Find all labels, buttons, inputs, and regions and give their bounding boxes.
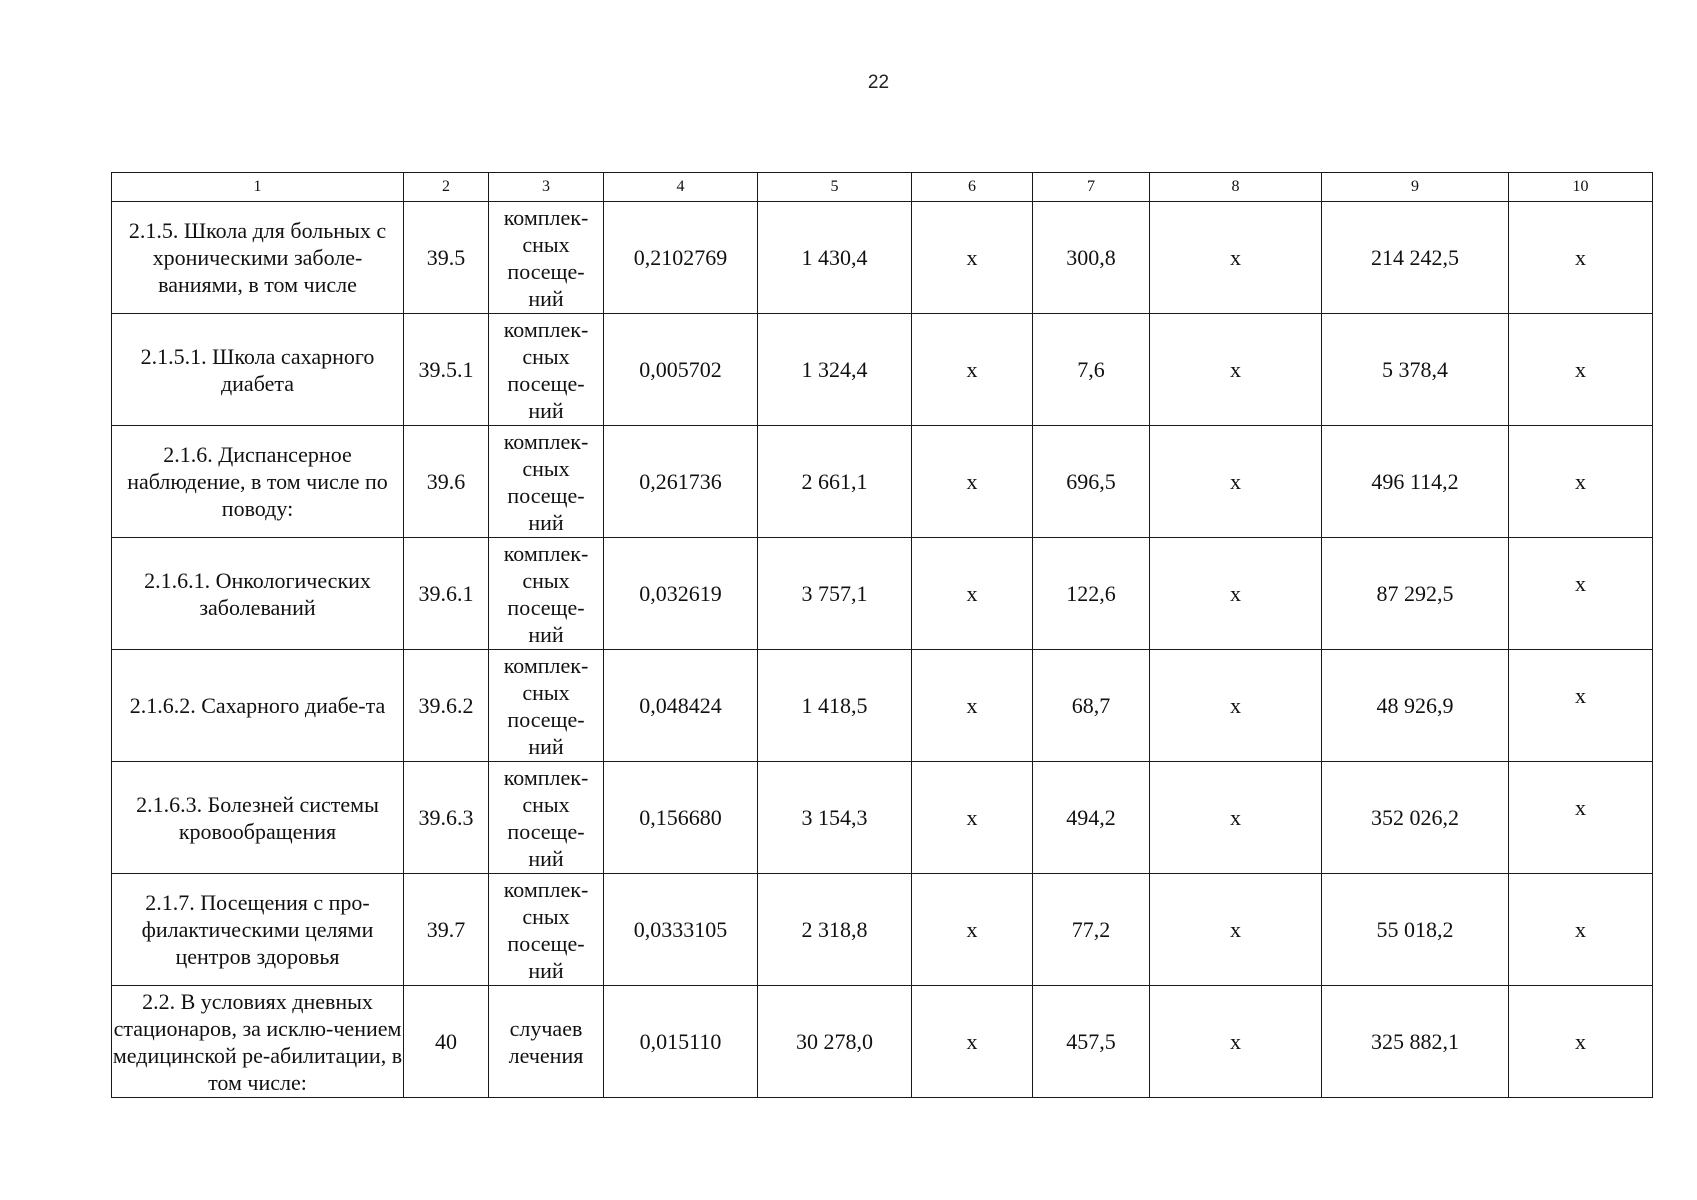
data-table bbox=[111, 172, 1653, 1098]
cell-col7: 457,5 bbox=[1033, 986, 1150, 1098]
cell-col5: 3 154,3 bbox=[758, 762, 912, 874]
table-row bbox=[112, 202, 1653, 314]
row-code: 39.5.1 bbox=[404, 314, 489, 426]
cell-col5: 30 278,0 bbox=[758, 986, 912, 1098]
cell-col10 bbox=[1509, 202, 1653, 314]
cell-col4: 0,032619 bbox=[604, 538, 758, 650]
header-cell: 6 bbox=[912, 173, 1033, 202]
row-name: 2.1.5. Школа для больных с хроническими заболе-ваниями, в том числе bbox=[112, 202, 404, 314]
row-name: 2.2. В условиях дневных стационаров, за исклю-чением медицинской ре-абилитации, в том числе: bbox=[112, 986, 404, 1098]
row-name: 2.1.5.1. Школа сахарного диабета bbox=[112, 314, 404, 426]
row-name: 2.1.6.3. Болезней системы кровообращения bbox=[112, 762, 404, 874]
cell-col10 bbox=[1509, 874, 1653, 986]
cell-col8: х bbox=[1150, 986, 1322, 1098]
cell-col4: 0,005702 bbox=[604, 314, 758, 426]
row-unit: комплек- сных посеще- ний bbox=[489, 650, 604, 762]
cell-col7: 494,2 bbox=[1033, 762, 1150, 874]
x-mark: х bbox=[1575, 795, 1586, 820]
cell-col10 bbox=[1509, 650, 1653, 762]
cell-col5: 1 324,4 bbox=[758, 314, 912, 426]
cell-col5: 2 318,8 bbox=[758, 874, 912, 986]
row-unit: комплек- сных посеще- ний bbox=[489, 762, 604, 874]
cell-col9: 496 114,2 bbox=[1322, 426, 1509, 538]
row-code: 39.7 bbox=[404, 874, 489, 986]
cell-col4: 0,2102769 bbox=[604, 202, 758, 314]
cell-col6: х bbox=[912, 986, 1033, 1098]
cell-col8: х bbox=[1150, 538, 1322, 650]
row-code: 40 bbox=[404, 986, 489, 1098]
row-code: 39.5 bbox=[404, 202, 489, 314]
cell-col10 bbox=[1509, 986, 1653, 1098]
row-unit: комплек- сных посеще- ний bbox=[489, 874, 604, 986]
cell-col8: х bbox=[1150, 426, 1322, 538]
row-code: 39.6.2 bbox=[404, 650, 489, 762]
row-unit: случаев лечения bbox=[489, 986, 604, 1098]
row-code: 39.6.3 bbox=[404, 762, 489, 874]
cell-col7: 696,5 bbox=[1033, 426, 1150, 538]
header-cell: 9 bbox=[1322, 173, 1509, 202]
cell-col4: 0,261736 bbox=[604, 426, 758, 538]
table-row bbox=[112, 762, 1653, 874]
table-row bbox=[112, 314, 1653, 426]
header-row bbox=[112, 173, 1653, 202]
row-unit: комплек- сных посеще- ний bbox=[489, 538, 604, 650]
cell-col6: х bbox=[912, 650, 1033, 762]
cell-col9: 5 378,4 bbox=[1322, 314, 1509, 426]
row-name: 2.1.6.2. Сахарного диабе-та bbox=[112, 650, 404, 762]
cell-col4: 0,156680 bbox=[604, 762, 758, 874]
x-mark: х bbox=[1575, 245, 1586, 270]
cell-col5: 3 757,1 bbox=[758, 538, 912, 650]
cell-col8: х bbox=[1150, 202, 1322, 314]
cell-col5: 1 430,4 bbox=[758, 202, 912, 314]
row-unit: комплек- сных посеще- ний bbox=[489, 426, 604, 538]
cell-col7: 77,2 bbox=[1033, 874, 1150, 986]
cell-col8: х bbox=[1150, 314, 1322, 426]
cell-col7: 300,8 bbox=[1033, 202, 1150, 314]
cell-col10 bbox=[1509, 538, 1653, 650]
cell-col7: 7,6 bbox=[1033, 314, 1150, 426]
cell-col10 bbox=[1509, 426, 1653, 538]
cell-col8: х bbox=[1150, 650, 1322, 762]
cell-col6: х bbox=[912, 762, 1033, 874]
header-cell: 3 bbox=[489, 173, 604, 202]
cell-col6: х bbox=[912, 538, 1033, 650]
cell-col9: 352 026,2 bbox=[1322, 762, 1509, 874]
table-row bbox=[112, 986, 1653, 1098]
row-code: 39.6 bbox=[404, 426, 489, 538]
header-cell: 5 bbox=[758, 173, 912, 202]
cell-col9: 214 242,5 bbox=[1322, 202, 1509, 314]
table-row bbox=[112, 874, 1653, 986]
cell-col10 bbox=[1509, 762, 1653, 874]
cell-col4: 0,015110 bbox=[604, 986, 758, 1098]
cell-col6: х bbox=[912, 426, 1033, 538]
table-row bbox=[112, 650, 1653, 762]
x-mark: х bbox=[1575, 469, 1586, 494]
row-unit: комплек- сных посеще- ний bbox=[489, 314, 604, 426]
row-code: 39.6.1 bbox=[404, 538, 489, 650]
header-cell: 1 bbox=[112, 173, 404, 202]
x-mark: х bbox=[1575, 917, 1586, 942]
table-row bbox=[112, 426, 1653, 538]
cell-col10 bbox=[1509, 314, 1653, 426]
cell-col8: х bbox=[1150, 762, 1322, 874]
cell-col6: х bbox=[912, 314, 1033, 426]
x-mark: х bbox=[1575, 683, 1586, 708]
x-mark: х bbox=[1575, 571, 1586, 596]
cell-col9: 55 018,2 bbox=[1322, 874, 1509, 986]
row-name: 2.1.6.1. Онкологических заболеваний bbox=[112, 538, 404, 650]
header-cell: 2 bbox=[404, 173, 489, 202]
cell-col7: 68,7 bbox=[1033, 650, 1150, 762]
row-name: 2.1.6. Диспансерное наблюдение, в том числе по поводу: bbox=[112, 426, 404, 538]
cell-col7: 122,6 bbox=[1033, 538, 1150, 650]
header-cell: 10 bbox=[1509, 173, 1653, 202]
cell-col4: 0,0333105 bbox=[604, 874, 758, 986]
header-cell: 4 bbox=[604, 173, 758, 202]
cell-col9: 48 926,9 bbox=[1322, 650, 1509, 762]
row-unit: комплек- сных посеще- ний bbox=[489, 202, 604, 314]
cell-col6: х bbox=[912, 202, 1033, 314]
cell-col6: х bbox=[912, 874, 1033, 986]
header-cell: 7 bbox=[1033, 173, 1150, 202]
page-number: 22 bbox=[867, 72, 890, 93]
x-mark: х bbox=[1575, 357, 1586, 382]
cell-col4: 0,048424 bbox=[604, 650, 758, 762]
x-mark: х bbox=[1575, 1029, 1586, 1054]
row-name: 2.1.7. Посещения с про-филактическими целями центров здоровья bbox=[112, 874, 404, 986]
cell-col9: 325 882,1 bbox=[1322, 986, 1509, 1098]
header-cell: 8 bbox=[1150, 173, 1322, 202]
cell-col8: х bbox=[1150, 874, 1322, 986]
cell-col9: 87 292,5 bbox=[1322, 538, 1509, 650]
cell-col5: 2 661,1 bbox=[758, 426, 912, 538]
cell-col5: 1 418,5 bbox=[758, 650, 912, 762]
table-row bbox=[112, 538, 1653, 650]
